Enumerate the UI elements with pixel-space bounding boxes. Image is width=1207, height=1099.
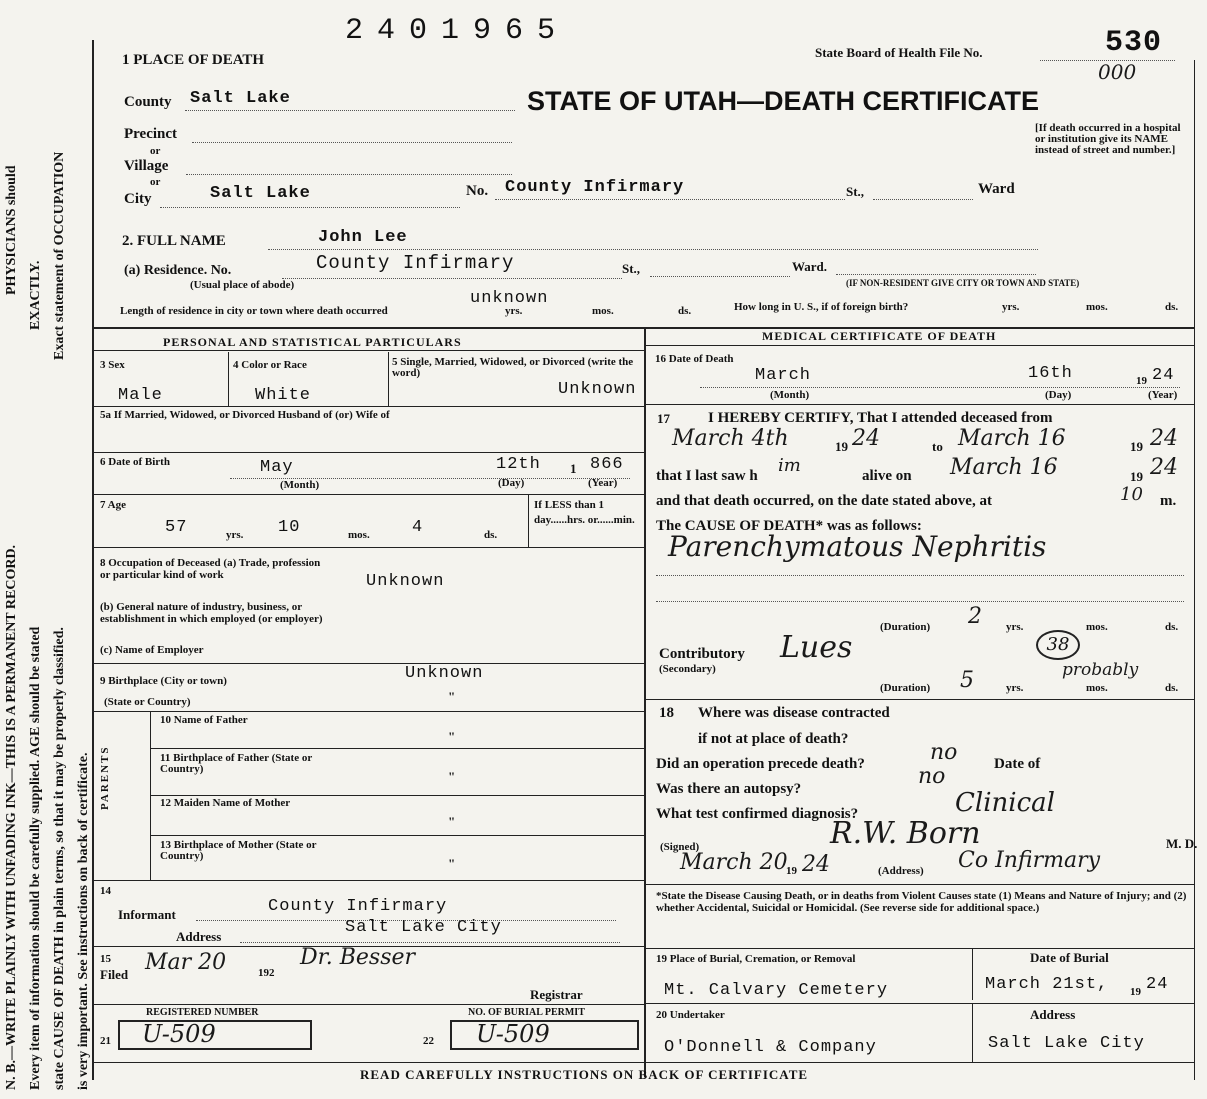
burial-permit-box <box>450 1020 639 1050</box>
contributory-note: probably <box>1062 660 1139 680</box>
sex-value: Male <box>118 386 163 405</box>
sidebar-line-2: Every item of information should be carefully supplied. AGE should be stated <box>28 626 43 1090</box>
sidebar-line-1: N. B.—WRITE PLAINLY WITH UNFADING INK—THIS IS A PERMANENT RECORD. <box>4 544 19 1090</box>
place-no-value: County Infirmary <box>505 178 685 197</box>
birthplace-value: Unknown <box>405 664 484 683</box>
certificate-title: STATE OF UTAH—DEATH CERTIFICATE <box>527 86 1039 116</box>
burial-place: Mt. Calvary Cemetery <box>664 981 889 1000</box>
age-days: 4 <box>412 518 424 537</box>
occupation-value: Unknown <box>366 572 445 591</box>
signed-date: March 20 <box>680 850 788 875</box>
physician-signature: R.W. Born <box>830 816 981 851</box>
age-months: 10 <box>278 518 301 537</box>
file-no-suffix: 000 <box>1098 60 1137 84</box>
full-name-value: John Lee <box>318 228 408 247</box>
burial-permit-number: U-509 <box>476 1020 550 1048</box>
marital-status-value: Unknown <box>558 380 637 399</box>
attended-from: March 4th <box>672 426 789 451</box>
last-seen-alive: March 16 <box>950 455 1058 480</box>
attended-to-year: 24 <box>1150 426 1178 451</box>
file-no: 530 <box>1105 26 1163 60</box>
sidebar-line-4: is very important. See instructions on back of certificate. <box>76 752 91 1090</box>
dob-month: May <box>260 458 294 477</box>
contributory-cause: Lues <box>780 630 853 665</box>
medical-header: MEDICAL CERTIFICATE OF DEATH <box>762 329 997 343</box>
contributory-duration: 5 <box>960 668 974 693</box>
sidebar-line-3: state CAUSE OF DEATH in plain terms, so that it may be properly classified. <box>52 627 67 1090</box>
village-label: Village <box>124 158 169 174</box>
registered-number-box <box>118 1020 312 1050</box>
sidebar-line-1b: PHYSICIANS should <box>4 165 19 295</box>
personal-header: PERSONAL AND STATISTICAL PARTICULARS <box>163 335 462 349</box>
place-of-death-label: 1 PLACE OF DEATH <box>122 52 265 68</box>
informant-address: Salt Lake City <box>345 918 502 937</box>
burial-date: March 21st, <box>985 975 1109 994</box>
undertaker: O'Donnell & Company <box>664 1038 877 1057</box>
parents-label: PARENTS <box>99 745 111 810</box>
registrar-signature: Dr. Besser <box>300 945 416 970</box>
color-value: White <box>255 386 312 405</box>
file-no-label: State Board of Health File No. <box>815 45 983 60</box>
bottom-instruction: READ CAREFULLY INSTRUCTIONS ON BACK OF CERTIFICATE <box>360 1067 809 1082</box>
cause-footnote: *State the Disease Causing Death, or in deaths from Violent Causes state (1) Means and Nature of Injury; and (2) whether Accidental, Suicidal or Homicidal. (See reverse side for additional space.) <box>656 890 1187 914</box>
registered-number: U-509 <box>142 1020 216 1048</box>
sidebar-line-2b: EXACTLY. <box>28 260 43 330</box>
city-label: City <box>124 191 152 207</box>
instruction-sidebar <box>2 30 94 1090</box>
county-value: Salt Lake <box>190 89 291 108</box>
signed-year: 24 <box>802 852 830 877</box>
sidebar-line-3b: Exact statement of OCCUPATION <box>52 151 67 360</box>
city-value: Salt Lake <box>210 184 311 203</box>
dob-day: 12th <box>496 455 541 474</box>
filed-date: Mar 20 <box>145 950 227 975</box>
hospital-note: [If death occurred in a hospital or institution give its NAME instead of street and number.] <box>1035 122 1181 156</box>
death-month: March <box>755 366 812 385</box>
informant-value: County Infirmary <box>268 897 448 916</box>
burial-year: 24 <box>1146 975 1169 994</box>
document-number: 2401965 <box>345 14 570 48</box>
physician-address: Co Infirmary <box>958 848 1101 873</box>
residence-value: County Infirmary <box>316 252 515 274</box>
attended-from-year: 24 <box>852 426 880 451</box>
cause-of-death: Parenchymatous Nephritis <box>668 530 1047 563</box>
attended-to: March 16 <box>958 426 1066 451</box>
time-of-death: 10 <box>1120 484 1143 505</box>
death-day: 16th <box>1028 364 1073 383</box>
diagnosis-test: Clinical <box>955 788 1055 818</box>
last-seen-year: 24 <box>1150 455 1178 480</box>
dob-year: 866 <box>590 455 624 474</box>
cause-duration: 2 <box>968 604 982 629</box>
age-years: 57 <box>165 518 188 537</box>
length-of-residence: unknown <box>470 289 549 308</box>
operation-answer: no <box>930 740 958 765</box>
precinct-label: Precinct <box>124 126 178 142</box>
undertaker-address: Salt Lake City <box>988 1034 1145 1053</box>
contributory-code: 38 <box>1036 630 1080 660</box>
death-year: 24 <box>1152 366 1175 385</box>
autopsy-answer: no <box>918 764 946 789</box>
full-name-label: 2. FULL NAME <box>122 233 226 249</box>
county-label: County <box>124 94 172 110</box>
